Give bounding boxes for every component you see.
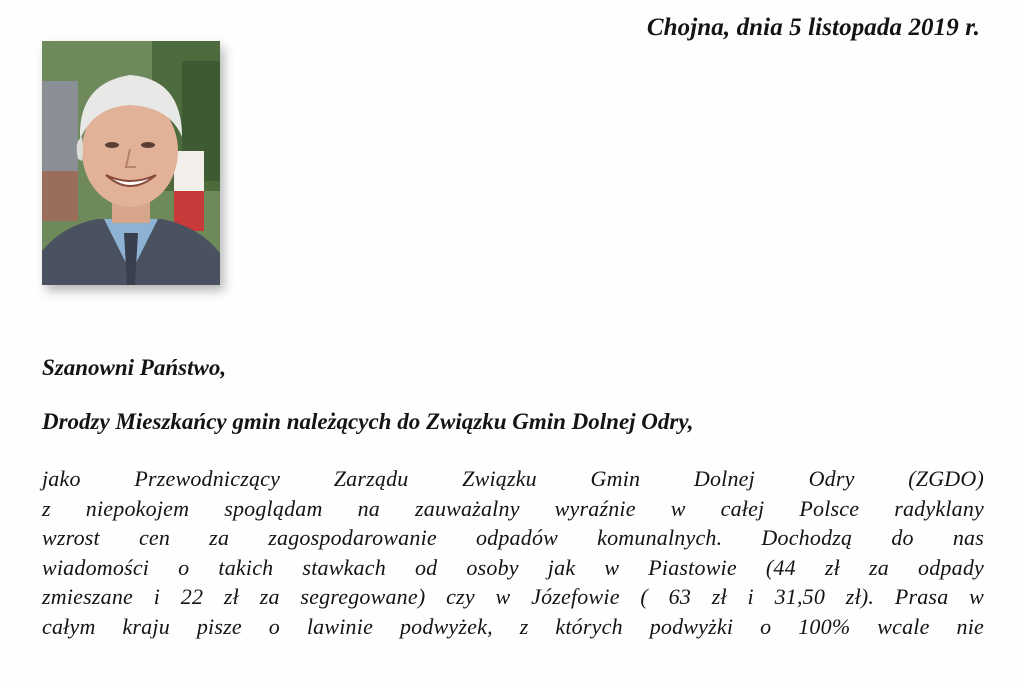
portrait-photo [42,41,220,285]
body-line: z niepokojem spoglądam na zauważalny wyraźnie w całej Polsce radyklany [42,495,984,521]
salutation-greeting: Szanowni Państwo, [42,355,227,380]
letter-body [42,464,984,641]
body-line: wiadomości o takich stawkach od osoby jak w Piastowie (44 zł za odpady [42,554,984,580]
body-line: całym kraju pisze o lawinie podwyżek, z których podwyżki o 100% wcale nie [42,613,984,639]
body-line: jako Przewodniczący Zarządu Związku Gmin Dolnej Odry (ZGDO) [42,466,984,491]
body-line: zmieszane i 22 zł za segregowane) czy w Józefowie ( 63 zł i 31,50 zł). Prasa w [42,584,984,609]
salutation-addressees: Drodzy Mieszkańcy gmin należących do Związku Gmin Dolnej Odry, [42,409,694,434]
portrait-image [42,41,220,285]
body-line: wzrost cen za zagospodarowanie odpadów komunalnych. Dochodzą do nas [42,525,984,550]
place-and-date: Chojna, dnia 5 listopada 2019 r. [646,14,980,41]
